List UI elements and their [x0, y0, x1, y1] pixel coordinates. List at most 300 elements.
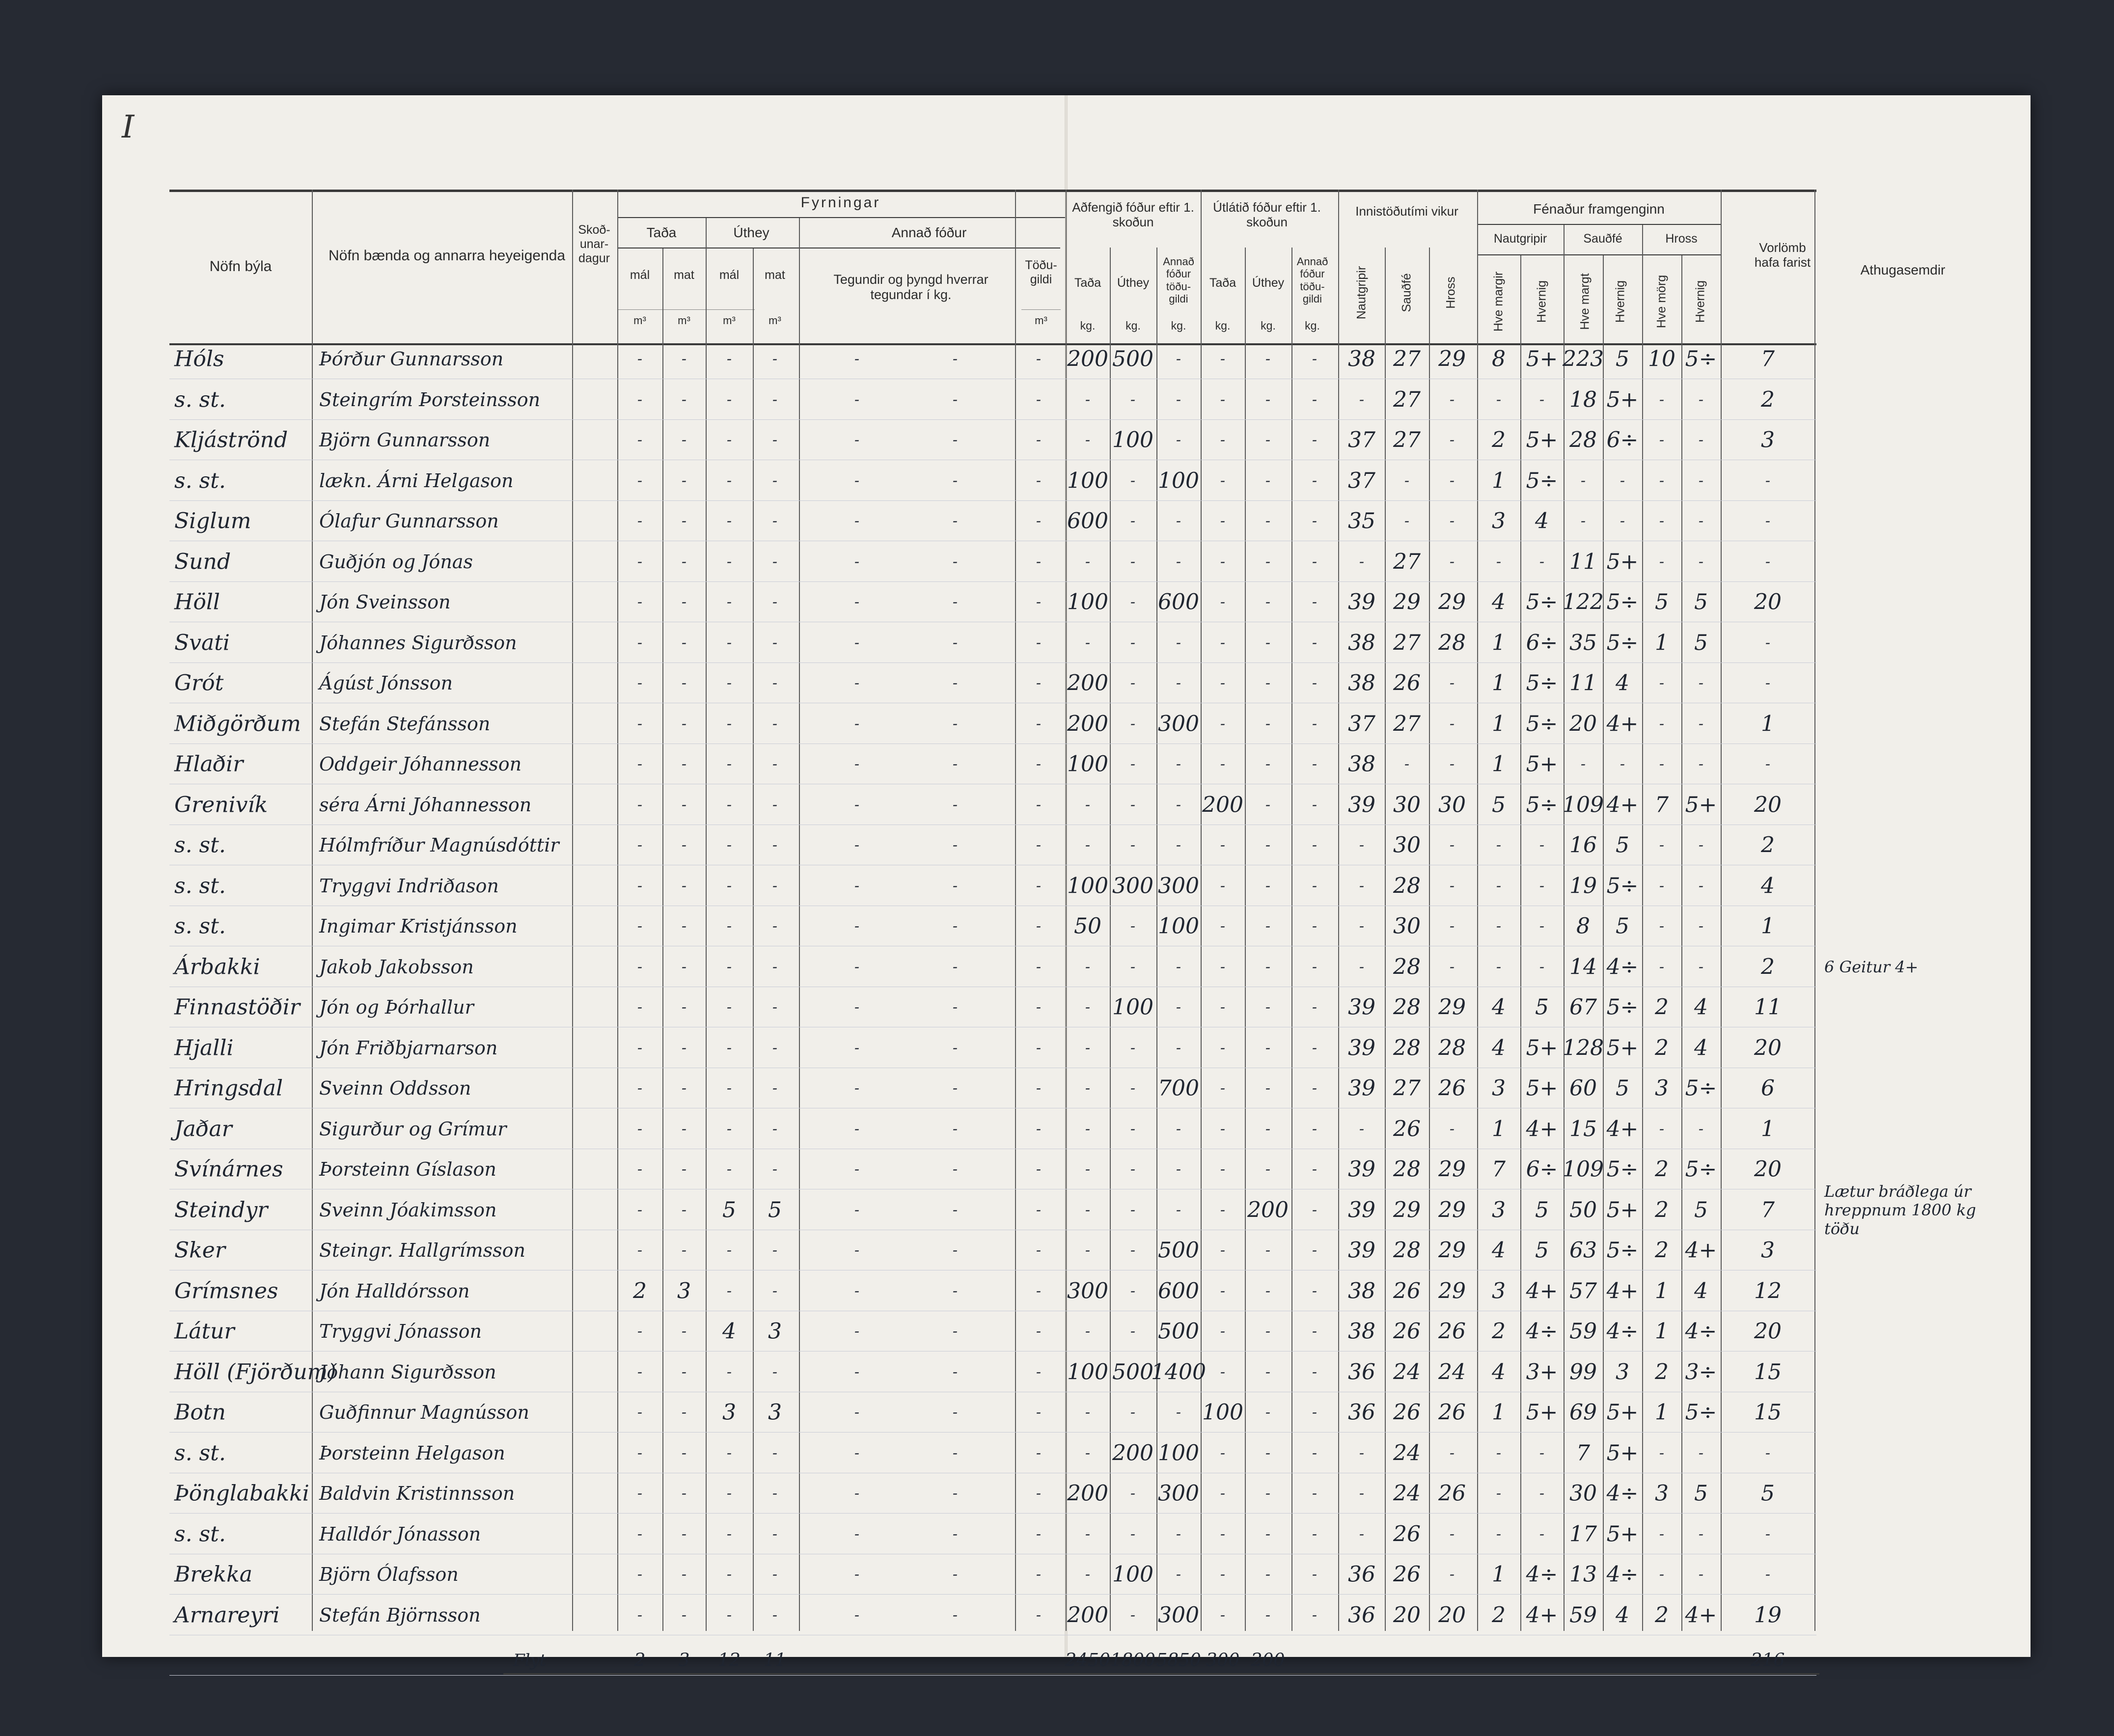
table-cell: 7 [1761, 346, 1775, 372]
table-cell: - [726, 1282, 732, 1299]
table-cell: - [681, 634, 687, 651]
table-cell: - [854, 593, 860, 611]
table-cell: 26 [1438, 1400, 1466, 1425]
table-cell: - [952, 1079, 958, 1097]
column-divider [1245, 248, 1246, 1631]
column-divider [1642, 225, 1643, 1631]
owner-name: Jóhannes Sigurðsson [319, 632, 517, 654]
table-cell: 39 [1348, 1035, 1375, 1060]
column-divider [312, 190, 313, 1631]
table-cell: 3 [1761, 1238, 1775, 1263]
table-cell: - [1036, 1444, 1042, 1461]
table-cell: 39 [1348, 792, 1375, 817]
table-cell: - [1698, 674, 1704, 692]
table-cell: - [726, 1039, 732, 1056]
owner-name: Steingr. Hallgrímsson [319, 1240, 526, 1261]
table-cell: 4+ [1606, 792, 1639, 817]
table-cell: 4÷ [1606, 1319, 1639, 1344]
table-cell: - [1659, 472, 1665, 489]
table-cell: - [1085, 1566, 1091, 1583]
table-cell: 2 [1655, 994, 1669, 1020]
table-cell: - [772, 1120, 778, 1137]
owner-name: Oddgeir Jóhannesson [319, 753, 522, 775]
column-divider [1603, 255, 1604, 1631]
table-cell: - [1449, 431, 1455, 449]
table-cell: - [772, 472, 778, 489]
table-cell: - [1036, 958, 1042, 975]
table-cell: 7 [1655, 792, 1669, 817]
table-cell: - [726, 1160, 732, 1178]
owner-name: Jakob Jakobsson [319, 956, 474, 978]
table-cell: - [637, 512, 643, 530]
table-cell: - [681, 350, 687, 368]
remark: 6 Geitur 4+ [1824, 957, 1919, 976]
table-cell: 5÷ [1526, 792, 1558, 817]
table-cell: 2 [1492, 427, 1506, 453]
table-cell: 3 [1492, 1075, 1506, 1101]
table-cell: - [772, 958, 778, 975]
owner-name: Þorsteinn Helgason [319, 1442, 505, 1464]
table-cell: - [1312, 796, 1318, 813]
table-cell: 6 [1761, 1075, 1775, 1101]
table-cell: 2 [1492, 1319, 1506, 1344]
table-cell: - [726, 755, 732, 773]
table-cell: 24 [1393, 1359, 1421, 1384]
farm-name: Sund [174, 549, 231, 574]
table-cell: - [1449, 755, 1455, 773]
table-cell: 2 [1655, 1157, 1669, 1182]
table-cell: - [1698, 877, 1704, 894]
ruled-line [169, 1432, 1816, 1433]
table-cell: - [854, 1525, 860, 1543]
table-cell: 26 [1393, 1400, 1421, 1425]
table-cell: - [1698, 755, 1704, 773]
table-cell: - [1176, 1160, 1181, 1178]
table-cell: - [1449, 1566, 1455, 1583]
table-cell: - [854, 958, 860, 975]
table-cell: - [1312, 674, 1318, 692]
table-cell: - [952, 593, 958, 611]
table-cell: - [1036, 472, 1042, 489]
table-cell: 28 [1393, 994, 1421, 1020]
table-cell: - [1698, 391, 1704, 408]
table-cell: - [1036, 1404, 1042, 1421]
column-divider [662, 248, 663, 1631]
table-cell: - [1130, 917, 1136, 935]
table-cell: 20 [1438, 1602, 1466, 1627]
table-cell: 2 [1655, 1359, 1669, 1384]
table-cell: - [1130, 593, 1136, 611]
table-cell: - [772, 391, 778, 408]
table-cell: 5÷ [1526, 589, 1558, 615]
unit-kg: kg. [1080, 319, 1096, 332]
table-cell: 5+ [1606, 1035, 1639, 1060]
column-divider [1066, 190, 1067, 1631]
table-cell: - [1449, 1444, 1455, 1461]
owner-name: Steingrím Þorsteinsson [319, 388, 541, 411]
table-cell: - [637, 634, 643, 651]
table-cell: 2 [1761, 387, 1775, 412]
farm-name: Hjalli [174, 1035, 234, 1060]
table-cell: - [1698, 1120, 1704, 1137]
table-cell: 28 [1438, 630, 1466, 655]
table-cell: - [1312, 715, 1318, 732]
table-cell: 600 [1067, 508, 1108, 534]
table-cell: - [1404, 755, 1410, 773]
column-divider [1814, 190, 1815, 1631]
owner-name: Stefán Björnsson [319, 1604, 481, 1626]
table-cell: 38 [1348, 751, 1375, 777]
table-cell: 27 [1393, 549, 1421, 574]
table-cell: 3 [1492, 1197, 1506, 1222]
table-cell: - [1539, 958, 1545, 975]
table-cell: 1 [1492, 1400, 1506, 1425]
farm-name: Hringsdal [174, 1075, 283, 1101]
table-cell: - [1176, 553, 1181, 570]
table-cell: - [637, 1404, 643, 1421]
table-cell: 37 [1348, 468, 1375, 493]
table-cell: - [1765, 634, 1771, 651]
total-cell: 3 [678, 1650, 690, 1671]
table-cell: - [1359, 836, 1365, 854]
table-cell: 5 [1761, 1481, 1775, 1506]
table-cell: - [1312, 593, 1318, 611]
table-cell: 6÷ [1526, 1157, 1558, 1182]
table-cell: 28 [1393, 873, 1421, 898]
table-cell: - [681, 1485, 687, 1502]
table-cell: - [726, 391, 732, 408]
header-utl-uthey: Úthey [1252, 276, 1285, 290]
table-cell: 16 [1569, 832, 1597, 858]
table-cell: - [681, 1404, 687, 1421]
table-cell: - [637, 1566, 643, 1583]
table-cell: 37 [1348, 427, 1375, 453]
table-cell: 30 [1393, 832, 1421, 858]
table-cell: 4+ [1685, 1602, 1717, 1627]
table-cell: 20 [1754, 1157, 1782, 1182]
table-cell: 7 [1492, 1157, 1506, 1182]
table-cell: - [681, 796, 687, 813]
table-cell: - [1265, 917, 1271, 935]
owner-name: Sveinn Jóakimsson [319, 1199, 497, 1221]
table-cell: 27 [1393, 630, 1421, 655]
table-cell: - [1036, 1282, 1042, 1299]
table-cell: - [952, 1120, 958, 1137]
table-cell: - [1312, 917, 1318, 935]
unit-m3: m³ [633, 314, 646, 327]
table-cell: - [726, 715, 732, 732]
table-cell: - [637, 391, 643, 408]
table-cell: 1 [1761, 1116, 1775, 1141]
table-cell: - [1220, 472, 1226, 489]
table-cell: - [952, 1566, 958, 1583]
table-cell: 3 [768, 1319, 782, 1344]
table-cell: - [1130, 1323, 1136, 1340]
table-cell: - [1220, 1363, 1226, 1380]
table-cell: - [1312, 350, 1318, 368]
table-cell: 26 [1393, 1278, 1421, 1303]
table-cell: - [772, 593, 778, 611]
column-divider [1520, 255, 1521, 1631]
table-cell: - [952, 431, 958, 449]
table-cell: - [1539, 1485, 1545, 1502]
farm-name: Grímsnes [174, 1278, 278, 1303]
table-cell: - [772, 674, 778, 692]
table-cell: - [1085, 1039, 1091, 1056]
table-cell: 8 [1576, 913, 1590, 939]
column-divider [1156, 248, 1157, 1631]
table-cell: - [1036, 1323, 1042, 1340]
table-cell: - [1130, 674, 1136, 692]
table-cell: - [1176, 998, 1181, 1016]
table-cell: 3 [1616, 1359, 1629, 1384]
header-tegundir: Tegundir og þyngd hverrar tegundar í kg. [833, 272, 988, 303]
table-cell: - [1659, 1444, 1665, 1461]
table-cell: - [1312, 1241, 1318, 1259]
table-cell: - [952, 1241, 958, 1259]
table-cell: - [1036, 1079, 1042, 1097]
table-cell: - [1176, 1201, 1181, 1218]
table-cell: - [952, 1444, 958, 1461]
table-cell: 5 [1694, 630, 1708, 655]
table-cell: - [952, 391, 958, 408]
header-adf-uthey: Úthey [1117, 276, 1150, 290]
table-cell: 5÷ [1606, 1157, 1639, 1182]
table-cell: 27 [1393, 1075, 1421, 1101]
table-cell: 5+ [1606, 1400, 1639, 1425]
table-cell: - [952, 1363, 958, 1380]
table-cell: - [726, 553, 732, 570]
table-cell: 700 [1158, 1075, 1199, 1101]
header-fodugildi: Töðu- gildi [1025, 258, 1057, 286]
table-cell: - [1265, 1444, 1271, 1461]
farm-name: Botn [174, 1400, 226, 1425]
header-farm: Nöfn býla [209, 258, 272, 275]
table-cell: - [1036, 796, 1042, 813]
table-cell: 4+ [1606, 1116, 1639, 1141]
table-cell: 6÷ [1526, 630, 1558, 655]
table-cell: - [1130, 553, 1136, 570]
table-cell: - [1404, 512, 1410, 530]
table-cell: - [637, 755, 643, 773]
table-cell: - [681, 472, 687, 489]
table-cell: 5÷ [1606, 1238, 1639, 1263]
table-cell: - [1359, 1485, 1365, 1502]
farm-name: Hlaðir [174, 751, 244, 777]
unit-kg: kg. [1215, 319, 1231, 332]
table-cell: - [637, 1160, 643, 1178]
table-cell: - [772, 1079, 778, 1097]
table-cell: - [854, 1282, 860, 1299]
owner-name: Jón Friðbjarnarson [319, 1037, 498, 1059]
table-cell: 35 [1569, 630, 1597, 655]
table-cell: 3 [768, 1400, 782, 1425]
table-cell: - [1265, 877, 1271, 894]
table-cell: - [1312, 391, 1318, 408]
owner-name: Jón Halldórsson [319, 1280, 470, 1302]
table-cell: - [1036, 998, 1042, 1016]
owner-name: Þorsteinn Gíslason [319, 1158, 496, 1180]
table-cell: - [952, 674, 958, 692]
table-cell: - [1312, 958, 1318, 975]
header-adfengid: Aðfengið fóður eftir 1. skoðun [1072, 200, 1194, 229]
table-cell: - [1659, 877, 1665, 894]
table-cell: - [952, 796, 958, 813]
owner-name: Ingimar Kristjánsson [319, 915, 518, 937]
table-cell: - [772, 350, 778, 368]
table-cell: - [1176, 391, 1181, 408]
table-cell: 4÷ [1606, 1562, 1639, 1587]
table-cell: 100 [1067, 1359, 1108, 1384]
table-cell: - [1085, 553, 1091, 570]
table-cell: - [1220, 1525, 1226, 1543]
table-cell: - [1312, 1485, 1318, 1502]
header-hvernig-n: Hvernig [1535, 280, 1549, 323]
owner-name: Guðjón og Jónas [319, 551, 473, 573]
table-cell: 5÷ [1685, 1400, 1717, 1425]
table-cell: - [1359, 958, 1365, 975]
table-cell: - [726, 431, 732, 449]
farm-name: Grót [174, 670, 224, 696]
table-cell: - [1130, 472, 1136, 489]
header-annad-fodur: Annað fóður [891, 225, 967, 240]
table-cell: - [1449, 836, 1455, 854]
table-cell: - [1449, 958, 1455, 975]
top-rule [169, 190, 1816, 192]
table-cell: - [772, 553, 778, 570]
table-cell: - [1085, 1444, 1091, 1461]
table-cell: 5 [1535, 1197, 1549, 1222]
table-cell: - [637, 350, 643, 368]
header-innistodutimi: Innistöðutími vikur [1355, 204, 1458, 219]
column-divider [1291, 248, 1292, 1631]
table-cell: 1 [1492, 1562, 1506, 1587]
table-cell: - [1698, 1566, 1704, 1583]
table-cell: - [1449, 917, 1455, 935]
table-cell: - [1265, 553, 1271, 570]
table-cell: - [1265, 674, 1271, 692]
table-cell: 5+ [1606, 1197, 1639, 1222]
ruled-line [169, 1594, 1816, 1595]
column-divider [1477, 190, 1478, 1631]
table-cell: - [854, 1120, 860, 1137]
table-cell: - [854, 1079, 860, 1097]
table-cell: - [1765, 1566, 1771, 1583]
table-cell: - [1220, 755, 1226, 773]
table-cell: - [1220, 877, 1226, 894]
table-cell: - [1659, 512, 1665, 530]
table-cell: - [1659, 958, 1665, 975]
header-owner: Nöfn bænda og annarra heyeigenda [328, 248, 566, 264]
owner-name: Jón og Þórhallur [319, 996, 474, 1018]
table-cell: - [1176, 1120, 1181, 1137]
table-cell: - [854, 1160, 860, 1178]
table-cell: - [681, 1201, 687, 1218]
table-cell: - [726, 1120, 732, 1137]
table-cell: 29 [1438, 346, 1466, 372]
table-cell: - [1312, 836, 1318, 854]
table-cell: - [681, 755, 687, 773]
table-cell: - [1176, 350, 1181, 368]
farm-name: Arnareyri [174, 1602, 280, 1627]
table-cell: - [681, 1444, 687, 1461]
table-cell: - [637, 472, 643, 489]
table-cell: - [854, 1485, 860, 1502]
table-cell: 26 [1438, 1481, 1466, 1506]
table-cell: - [637, 553, 643, 570]
table-cell: 3 [722, 1400, 736, 1425]
table-cell: 200 [1067, 1602, 1108, 1627]
table-cell: 4 [1694, 994, 1708, 1020]
table-cell: - [1265, 431, 1271, 449]
table-cell: - [1220, 1039, 1226, 1056]
table-cell: - [1176, 836, 1181, 854]
table-cell: 5+ [1606, 387, 1639, 412]
farm-name: Þönglabakki [174, 1481, 309, 1506]
table-cell: 29 [1393, 1197, 1421, 1222]
header-inspection-day: Skoð- unar- dagur [578, 223, 610, 265]
table-cell: - [637, 1039, 643, 1056]
table-cell: - [1130, 1404, 1136, 1421]
table-cell: - [952, 755, 958, 773]
table-cell: - [854, 391, 860, 408]
table-cell: - [1130, 796, 1136, 813]
table-cell: 19 [1754, 1602, 1782, 1627]
farm-name: Sker [174, 1238, 225, 1263]
table-cell: 4÷ [1526, 1562, 1558, 1587]
table-cell: 28 [1393, 1238, 1421, 1263]
table-cell: 200 [1067, 670, 1108, 696]
table-cell: - [1539, 1525, 1545, 1543]
header-innist-nautgripir: Nautgripir [1354, 266, 1369, 320]
table-cell: - [1176, 958, 1181, 975]
table-cell: - [681, 715, 687, 732]
table-cell: 38 [1348, 346, 1375, 372]
ruled-line [169, 1513, 1816, 1514]
table-cell: - [1036, 715, 1042, 732]
table-cell: - [854, 553, 860, 570]
table-cell: - [1312, 1201, 1318, 1218]
table-cell: - [681, 1160, 687, 1178]
table-cell: - [1265, 1120, 1271, 1137]
table-cell: 1 [1655, 630, 1669, 655]
total-cell: 216 [1751, 1650, 1785, 1671]
table-cell: 5+ [1685, 792, 1717, 817]
table-cell: 8 [1492, 346, 1506, 372]
table-cell: 5 [1694, 1197, 1708, 1222]
table-cell: - [726, 877, 732, 894]
table-cell: - [1659, 431, 1665, 449]
header-uthey: Úthey [733, 225, 769, 240]
table-cell: 4÷ [1685, 1319, 1717, 1344]
table-cell: - [1659, 1120, 1665, 1137]
table-cell: - [1312, 755, 1318, 773]
table-cell: - [1312, 1606, 1318, 1624]
table-cell: - [1085, 998, 1091, 1016]
total-cell: 5850 [1156, 1650, 1201, 1671]
table-cell: 3 [1655, 1075, 1669, 1101]
table-cell: - [952, 1404, 958, 1421]
table-cell: - [1220, 1201, 1226, 1218]
table-cell: - [1036, 1160, 1042, 1178]
table-cell: 100 [1202, 1400, 1243, 1425]
table-cell: - [1176, 512, 1181, 530]
table-cell: - [854, 796, 860, 813]
table-cell: 30 [1569, 1481, 1597, 1506]
table-cell: - [952, 634, 958, 651]
table-cell: - [681, 1525, 687, 1543]
table-cell: 128 [1563, 1035, 1604, 1060]
